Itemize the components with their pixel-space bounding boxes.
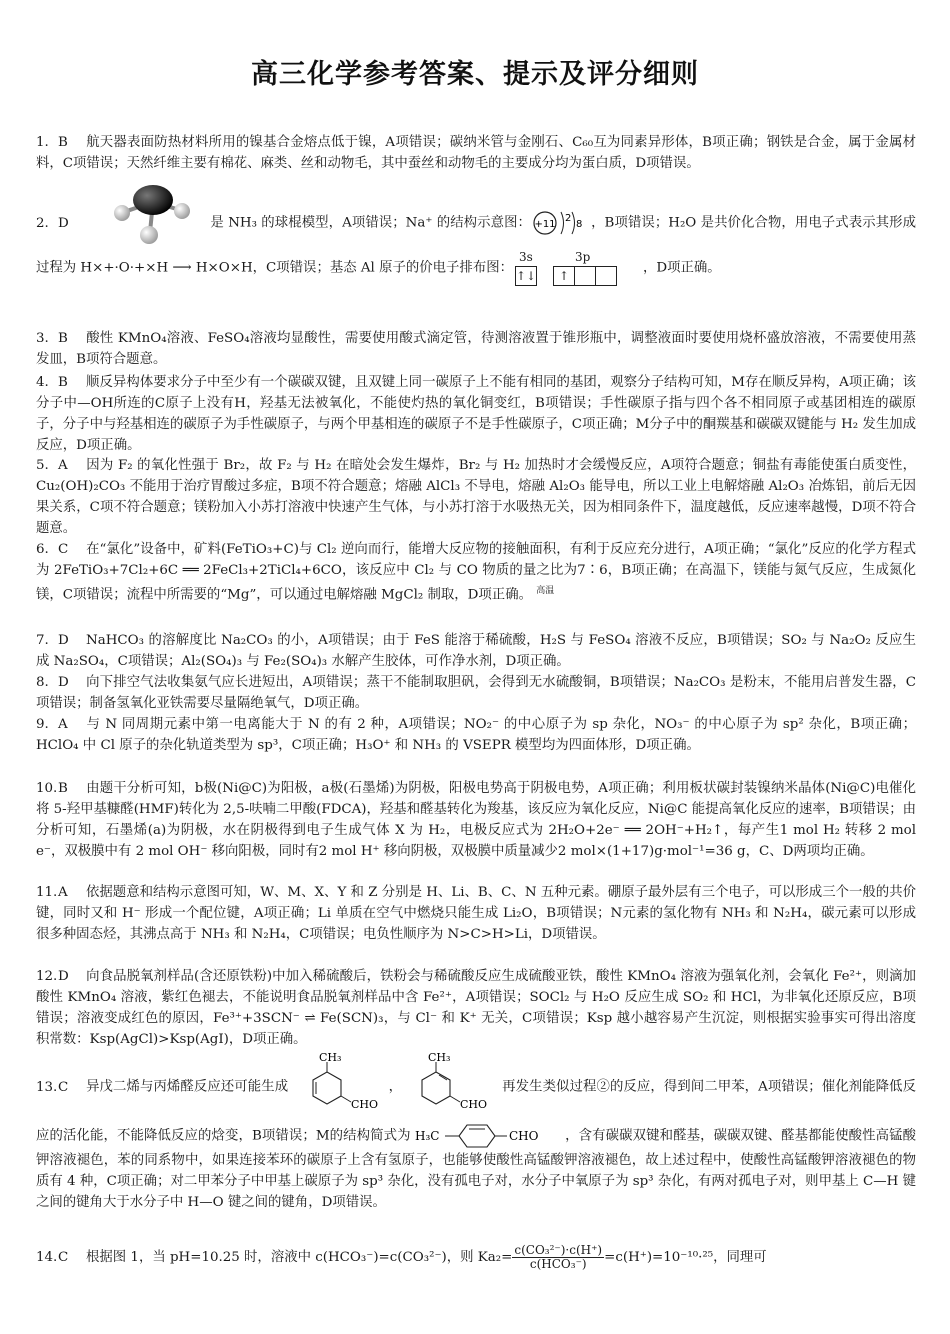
answer-item-3 [36,328,916,370]
item-text: 因为 F₂ 的氧化性强于 Br₂，故 F₂ 与 H₂ 在暗处会发生爆炸，Br₂ 与 H₂ 加热时才会缓慢反应，A项符合题意；铜盐有毒能使蛋白质变性，Cu₂(OH)₂CO₃ 不能用于治疗胃酸过多症，B项不符合题意；熔融 AlCl₃ 不导电，熔融 Al₂O₃ 能导电，所以工业上电解熔融 Al₂O₃ 冶炼铝，前后无因果关系，C项不符合题意；镁粉加入小苏打溶液中快速产生气体，与小苏打溶于水吸热无关，因为相同条件下，温度越低，反应速率越慢，D项不符合题意。 [36,458,916,536]
answer-item-2 [36,200,916,290]
item-answer: D [58,633,69,648]
item-answer: A [58,717,68,732]
item-text: 顺反异构体要求分子中至少有一个碳碳双键，且双键上同一碳原子上不能有相同的基团，观察分子结构可知，M存在顺反异构，A项正确；该分子中—OH所连的C原子上没有H，羟基无法被氧化，不能使灼热的氧化铜变红，B项错误；手性碳原子指与四个各不相同原子或基团相连的碳原子，分子中与羟基相连的碳原子为手性碳原子，与两个甲基相连的碳原子不是手性碳原子，C项正确；M分子中的酮羰基和碳碳双键能与 H₂ 发生加成反应，D项正确。 [36,375,916,453]
methyl-label: CH₃ [428,1052,451,1064]
orbital-3p-box-3 [595,266,617,286]
item-number: 7. [36,633,49,648]
item-text-b: ，B项错误；H₂O 是共价化合物，用电子式表示其形成过程为 H×+·O·+×H ⟶ H×O×H，C项错误；基态 Al 原子的价电子排布图： [36,215,916,276]
cyclohexene-aldehyde-structure-2 [402,1052,502,1122]
item-number: 13. [36,1079,58,1095]
item-answer: D [58,675,69,690]
answer-item-12 [36,966,916,1050]
reaction-condition: 高温 [536,586,555,596]
aldehyde-label: CHO [460,1098,488,1111]
m-aldehyde-label: CHO [509,1129,539,1143]
m-structure-formula [415,1122,565,1150]
orbital-3p-box-1: ↑ [553,266,575,286]
fraction-denominator: c(HCO₃⁻) [529,1257,587,1271]
item-answer: D [58,215,69,231]
fraction-numerator: c(CO₃²⁻)·c(H⁺) [514,1243,603,1257]
item-number: 8. [36,675,49,690]
item-text-a: 是 NH₃ 的球棍模型，A项错误；Na⁺ 的结构示意图： [210,215,532,231]
item-text: 酸性 KMnO₄溶液、FeSO₄溶液均显酸性，需要使用酸式滴定管，待测溶液置于锥形瓶中，调整液面时要使用烧杯盛放溶液，不需要使用蒸发皿，B项符合题意。 [36,331,916,367]
item-number: 14. [36,1250,58,1265]
item-answer: C [58,1079,69,1095]
answer-item-8 [36,672,916,714]
item-number: 6. [36,542,49,557]
item-number: 11. [36,885,58,900]
answer-item-4 [36,372,916,456]
al-orbital-diagram [513,246,643,290]
cyclohexene-aldehyde-structure-1 [293,1052,389,1122]
orbital-3s-label: 3s [519,250,533,264]
aldehyde-label: CHO [350,1098,378,1111]
answer-item-11 [36,882,916,945]
item-text-a: 异戊二烯与丙烯醛反应还可能生成 [86,1079,289,1095]
item-number: 3. [36,331,49,346]
page-title: 高三化学参考答案、提示及评分细则 [251,59,699,90]
ka2-fraction [512,1244,604,1271]
item-text-b: 再发生类似过程②的反应，得到间二甲苯，A项错误；催化剂能降低反应的活化能，不能降低反应的焓变，B项错误；M的结构简式为 [36,1079,917,1144]
item-number: 12. [36,969,58,984]
item-number: 10. [36,781,58,796]
answer-item-14 [36,1244,916,1271]
item-text: 向下排空气法收集氨气应长进短出，A项错误；蒸干不能制取胆矾，会得到无水硫酸铜，B项错误；Na₂CO₃ 是粉末，不能用启普发生器，C项错误；制备氢氧化亚铁需要尽量隔绝氧气，D项正确。 [36,675,916,711]
item-text: 向食品脱氧剂样品(含还原铁粉)中加入稀硫酸后，铁粉会与稀硫酸反应生成硫酸亚铁，酸性 KMnO₄ 溶液为强氧化剂，会氧化 Fe²⁺，则滴加酸性 KMnO₄ 溶液，紫红色褪去，不能说明食品脱氧剂样品中含 Fe²⁺，A项错误；SOCl₂ 与 H₂O 反应生成 SO₂ 和 HCl，为非氧化还原反应，B项错误；溶液变成红色的原因，Fe³⁺+3SCN⁻ ⇌ Fe(SCN)₃，与 Cl⁻ 和 K⁺ 无关，C项错误；Ksp 越小越容易产生沉淀，则根据实验事实可得出溶度积常数：Ksp(AgCl)>Ksp(AgI)，D项正确。 [36,969,916,1047]
answer-item-13: 13.C 异戊二烯与丙烯醛反应还可能生成 CH₃ CHO ， CH₃ CHO 再发生类似过程②的反应，得到间二甲苯，A项错误；催化剂能降低反应的活化能，不能降低反应的焓变，B项错误；M的结构简式为 H₃C CHO ，含有碳碳双键和醛基，碳碳双键、醛基都能使酸性高锰酸钾溶液褪色，苯的同系物中，如果连接苯环的碳原子上含有氢原子，也能够使酸性高锰酸钾溶液褪色，故上述过程中，使酸性高锰酸钾溶液褪色的物质有 4 种，C项正确；对二甲苯分子中甲基上碳原子为 sp³ 杂化，没有孤电子对，水分子中氧原子为 sp³ 杂化，有两对孤电子对，则甲基上 C—H 键之间的键角大于水分子中 H—O 键之间的键角，D项错误。 [36,1052,917,1210]
item-text-b: =c(H⁺)=10⁻¹⁰·²⁵，同理可 [604,1250,767,1265]
item-number: 4. [36,375,49,390]
nh3-ball-stick-model-icon [110,180,196,246]
item-text: 与 N 同周期元素中第一电离能大于 N 的有 2 种，A项错误；NO₂⁻ 的中心原子为 sp 杂化，NO₃⁻ 的中心原子为 sp² 杂化，B项正确；HClO₄ 中 Cl 原子的杂化轨道类型为 sp³，C项正确；H₃O⁺ 和 NH₃ 的 VSEPR 模型均为四面体形，D项正确。 [36,717,916,753]
answer-item-1 [36,132,916,174]
item-answer: B [58,375,68,390]
item-text: NaHCO₃ 的溶解度比 Na₂CO₃ 的小，A项错误；由于 FeS 能溶于稀硫酸，H₂S 与 FeSO₄ 溶液不反应，B项错误；SO₂ 与 Na₂O₂ 反应生成 Na₂SO₄，C项错误；Al₂(SO₄)₃ 与 Fe₂(SO₄)₃ 水解产生胶体，可作净水剂，D项正确。 [36,633,916,669]
item-answer: B [58,781,68,796]
answer-item-10 [36,778,916,862]
ion-shell-1-label: 2 [565,213,572,224]
answer-item-7 [36,630,916,672]
answer-item-5 [36,455,916,539]
answer-item-6 [36,539,916,605]
orbital-3s-box: ↑↓ [515,266,537,286]
answer-item-9 [36,714,916,756]
item-answer: B [58,135,68,150]
item-answer: C [58,542,69,557]
ion-shell-2-label: 8 [576,219,583,230]
item-text-a: 根据图 1，当 pH=10.25 时，溶液中 c(HCO₃⁻)=c(CO₃²⁻)，则 Ka₂= [86,1250,513,1265]
item-answer: A [58,458,68,473]
item-number: 2. [36,215,49,231]
item-text: 依据题意和结构示意图可知，W、M、X、Y 和 Z 分别是 H、Li、B、C、N 五种元素。硼原子最外层有三个电子，可以形成三个一般的共价键，同时又和 H⁻ 形成一个配位键，A项正确；Li 单质在空气中燃烧只能生成 Li₂O，B项错误；N元素的氢化物有 NH₃ 和 N₂H₄，碳元素可以形成很多种固态烃，其沸点高于 NH₃ 和 N₂H₄，C项错误；电负性顺序为 N>C>H>Li，D项错误。 [36,885,916,942]
item-number: 9. [36,717,49,732]
item-number: 1. [36,135,49,150]
orbital-3p-label: 3p [575,250,591,264]
orbital-3p-box-2 [574,266,596,286]
item-answer: B [58,331,68,346]
item-text-c: ，D项正确。 [643,260,721,276]
item-answer: A [58,885,68,900]
item-text: 在“氯化”设备中，矿料(FeTiO₃+C)与 Cl₂ 逆向而行，能增大反应物的接触面积，有利于反应充分进行，A项正确；“氯化”反应的化学方程式为 2FeTiO₃+7Cl₂+6C ══ 2FeCl₃+2TiCl₄+6CO，该反应中 Cl₂ 与 CO 物质的量之比为7∶6，B项正确；在高温下，镁能与氮气反应，生成氮化镁，C项错误；流程中所需要的“Mg”，可以通过电解熔融 MgCl₂ 制取，D项正确。 [36,542,916,603]
item-text-c: ，含有碳碳双键和醛基，碳碳双键、醛基都能使酸性高锰酸钾溶液褪色，苯的同系物中，如果连接苯环的碳原子上含有氢原子，也能够使酸性高锰酸钾溶液褪色，故上述过程中，使酸性高锰酸钾溶液褪色的物质有 4 种，C项正确；对二甲苯分子中甲基上碳原子为 sp³ 杂化，没有孤电子对，水分子中氧原子为 sp³ 杂化，有两对孤电子对，则甲基上 C—H 键之间的键角大于水分子中 H—O 键之间的键角，D项错误。 [36,1128,916,1210]
item-number: 5. [36,458,49,473]
ion-nucleus-label: +11 [534,219,556,230]
item-answer: C [58,1250,69,1265]
methyl-label: CH₃ [318,1052,341,1064]
na-ion-structure-diagram [531,208,591,238]
m-methyl-label: H₃C [415,1129,440,1143]
item-text: 由题干分析可知，b极(Ni@C)为阳极，a极(石墨烯)为阴极，阳极电势高于阴极电势，A项正确；利用板状碳封装镍纳米晶体(Ni@C)电催化将 5-羟甲基糠醛(HMF)转化为 2,5-呋喃二甲酸(FDCA)，羟基和醛基转化为羧基，该反应为氧化反应，Ni@C 能提高氧化反应的速率，B项错误；由分析可知，石墨烯(a)为阴极，水在阴极得到电子生成气体 X 为 H₂，电极反应式为 2H₂O+2e⁻ ══ 2OH⁻+H₂↑，每产生1 mol H₂ 转移 2 mol e⁻，双极膜中有 2 mol OH⁻ 移向阳极，同时有2 mol H⁺ 移向阴极，双极膜中质量减少2 mol×(1+17)g·mol⁻¹=36 g，C、D两项均正确。 [36,781,916,859]
item-text: 航天器表面防热材料所用的镍基合金熔点低于镍，A项错误；碳纳米管与金刚石、C₆₀互为同素异形体，B项正确；钢铁是合金，属于金属材料，C项错误；天然纤维主要有棉花、麻类、丝和动物毛，其中蚕丝和动物毛的主要成分均为蛋白质，D项错误。 [36,135,916,171]
item-answer: D [58,969,69,984]
